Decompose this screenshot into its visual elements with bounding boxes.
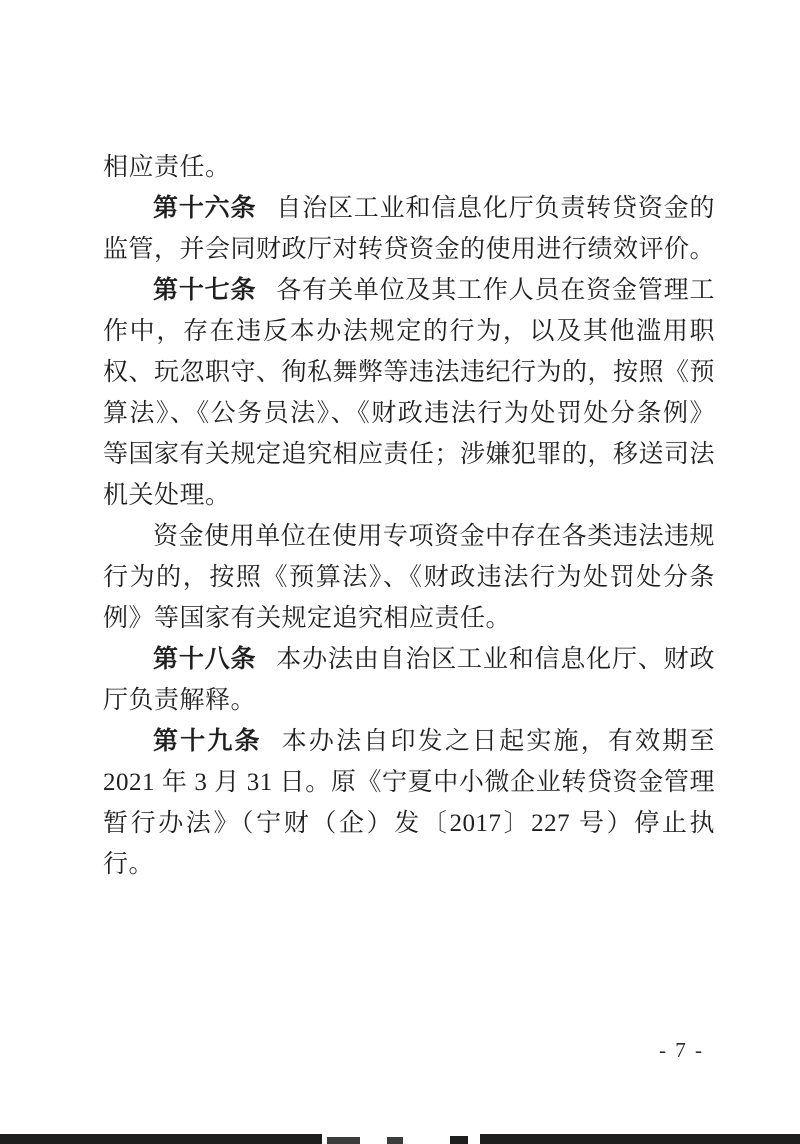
article-heading: 第十七条 (153, 277, 257, 304)
scan-artifact-bar (387, 1137, 403, 1144)
scan-artifact-bar (480, 1134, 800, 1144)
scan-artifact-bar (327, 1137, 360, 1144)
scan-artifact-bar (450, 1136, 468, 1144)
paragraph (103, 270, 715, 516)
paragraph (103, 188, 715, 270)
scan-artifact-bar (0, 1134, 322, 1144)
paragraph-text: 相应责任。 (103, 154, 231, 181)
article-heading: 第十九条 (153, 728, 262, 755)
page-number: - 7 - (659, 1038, 704, 1062)
paragraph (103, 516, 715, 639)
document-body (103, 147, 715, 885)
paragraph (103, 639, 715, 721)
paragraph (103, 147, 715, 188)
article-heading: 第十六条 (153, 195, 257, 222)
paragraph-text: 本办法由自治区工业和信息化厅、财政厅负责解释。 (103, 646, 715, 714)
paragraph-text: 资金使用单位在使用专项资金中存在各类违法违规行为的，按照《预算法》、《财政违法行为处罚处分条例》等国家有关规定追究相应责任。 (103, 523, 715, 632)
paragraph-text: 各有关单位及其工作人员在资金管理工作中，存在违反本办法规定的行为，以及其他滥用职权、玩忽职守、徇私舞弊等违法违纪行为的，按照《预算法》、《公务员法》、《财政违法行为处罚处分条例》等国家有关规定追究相应责任；涉嫌犯罪的，移送司法机关处理。 (103, 277, 716, 509)
paragraph (103, 721, 715, 885)
article-heading: 第十八条 (153, 646, 257, 673)
paragraph-text: 自治区工业和信息化厅负责转贷资金的监管，并会同财政厅对转贷资金的使用进行绩效评价。 (103, 195, 716, 263)
paragraph-text: 本办法自印发之日起实施，有效期至 2021 年 3 月 31 日。原《宁夏中小微企业转贷资金管理暂行办法》（宁财（企）发〔2017〕227 号）停止执行。 (103, 728, 715, 878)
